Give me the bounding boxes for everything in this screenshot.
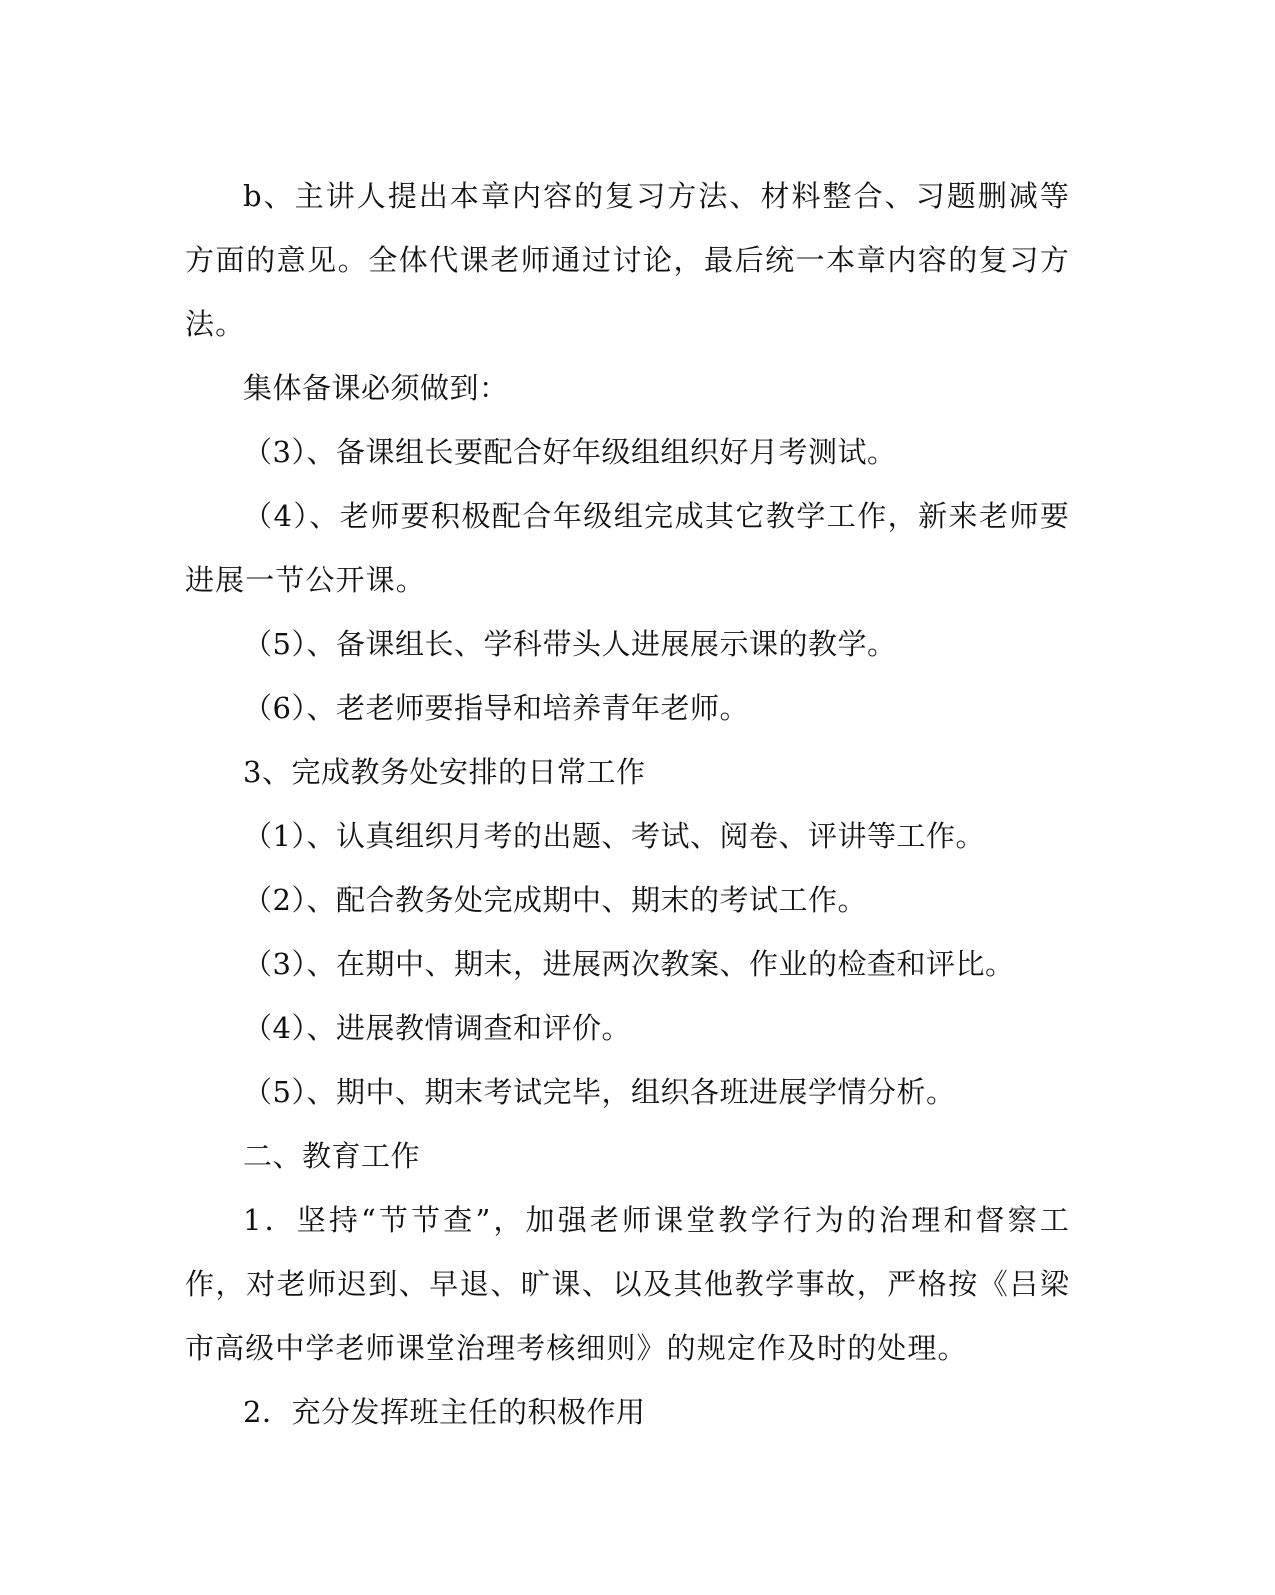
- paragraph-item-1-class-inspection: 1．坚持“节节查”，加强老师课堂教学行为的治理和督察工作，对老师迟到、早退、旷课、以及其他教学事故，严格按《吕梁市高级中学老师课堂治理考核细则》的规定作及时的处理。: [185, 1203, 1070, 1365]
- paragraph-item-3-monthly-exam: （3）、备课组长要配合好年级组组织好月考测试。: [243, 435, 897, 469]
- paragraph-item-5-learning-analysis: （5）、期中、期末考试完毕，组织各班进展学情分析。: [243, 1075, 956, 1109]
- paragraph-item-4-teacher-cooperation: （4）、老师要积极配合年级组完成其它教学工作，新来老师要进展一节公开课。: [185, 499, 1070, 597]
- document-body: [185, 164, 1070, 1444]
- paragraph-item-4-teaching-survey: （4）、进展教情调查和评价。: [243, 1011, 631, 1045]
- paragraph-education-work-heading: 二、教育工作: [243, 1139, 421, 1173]
- paragraph-item-1-monthly-exam-work: （1）、认真组织月考的出题、考试、阅卷、评讲等工作。: [243, 819, 985, 853]
- paragraph-collective-prep-heading: 集体备课必须做到：: [243, 371, 509, 405]
- paragraph-item-5-demo-lesson: （5）、备课组长、学科带头人进展展示课的教学。: [243, 627, 897, 661]
- paragraph-item-2-midterm-final: （2）、配合教务处完成期中、期末的考试工作。: [243, 883, 867, 917]
- paragraph-item-6-mentoring: （6）、老老师要指导和培养青年老师。: [243, 691, 749, 725]
- paragraph-review-method: b、主讲人提出本章内容的复习方法、材料整合、习题删减等方面的意见。全体代课老师通过讨论，最后统一本章内容的复习方法。: [185, 179, 1070, 341]
- paragraph-section-3-heading: 3、完成教务处安排的日常工作: [243, 755, 646, 789]
- paragraph-item-2-head-teacher-role: 2．充分发挥班主任的积极作用: [243, 1395, 646, 1429]
- paragraph-item-3-lesson-plan-check: （3）、在期中、期末，进展两次教案、作业的检查和评比。: [243, 947, 1015, 981]
